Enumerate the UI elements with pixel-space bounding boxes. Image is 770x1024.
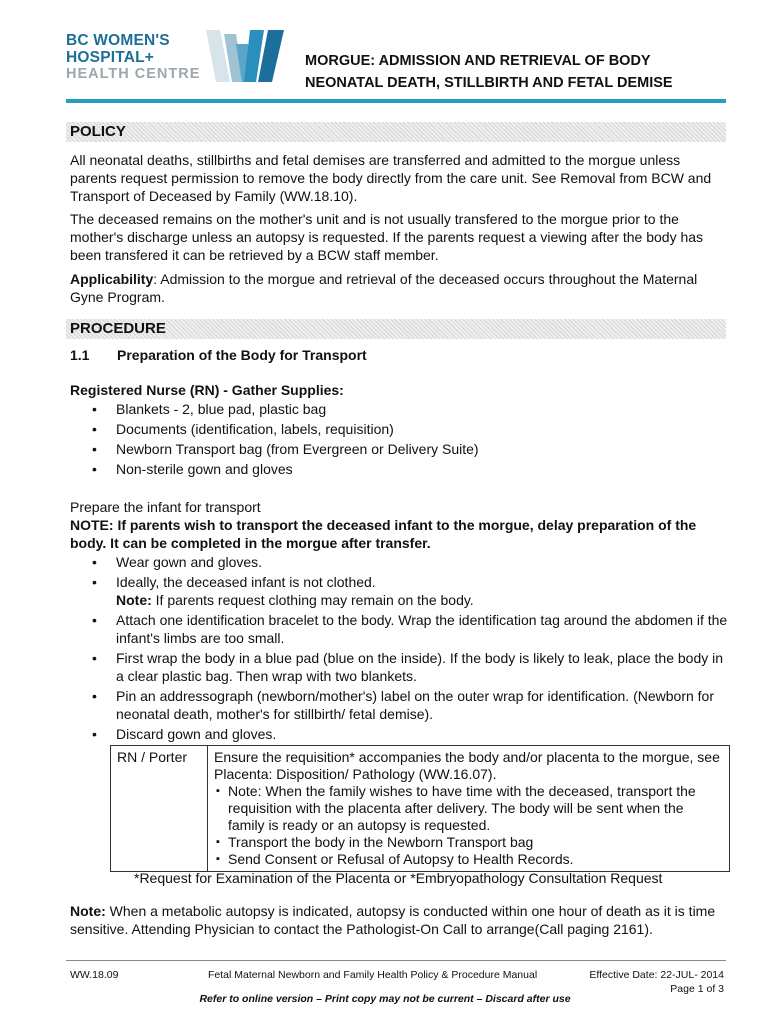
list-item: • Attach one identification bracelet to the body. Wrap the identification tag around the abdomen if the infant's limbs are too small. xyxy=(92,611,732,647)
applicability-text: : Admission to the morgue and retrieval of the deceased occurs throughout the Maternal Gyne Program. xyxy=(70,271,698,305)
policy-paragraph-2: The deceased remains on the mother's unit and is not usually transfered to the morgue prior to the mother's discharge unless an autopsy is requested. If the parents request a viewing after the body has been transfered it can be retrieved by a BCW staff member. xyxy=(70,211,704,263)
list-item: • Documents (identification, labels, requisition) xyxy=(92,420,732,438)
step-number: 1.1 xyxy=(70,347,90,363)
title-divider xyxy=(66,99,726,103)
clothing-note-label: Note: xyxy=(116,592,152,608)
list-item: • Newborn Transport bag (from Evergreen or Delivery Suite) xyxy=(92,440,732,458)
w-logo-icon xyxy=(206,30,288,82)
list-item: ▪ Transport the body in the Newborn Transport bag xyxy=(214,834,723,851)
responsibility-table xyxy=(110,745,730,872)
clothing-step: • Ideally, the deceased infant is not clothed. xyxy=(116,574,376,590)
list-item: • Pin an addressograph (newborn/mother's) label on the outer wrap for identification. (Newborn for neonatal death, mother's for stillbirth/ fetal demise). xyxy=(92,687,732,723)
metabolic-autopsy-note xyxy=(70,902,730,938)
prepare-text: Prepare the infant for transport xyxy=(70,499,261,515)
footer-divider xyxy=(66,960,726,961)
supplies-list xyxy=(92,400,732,480)
step-heading xyxy=(70,346,730,364)
role-cell: RN / Porter xyxy=(111,746,208,872)
list-item: ▪ Send Consent or Refusal of Autopsy to Health Records. xyxy=(214,851,723,868)
applicability-label: Applicability xyxy=(70,271,154,287)
hospital-logo xyxy=(66,30,286,90)
logo-line-2: HOSPITAL+ xyxy=(66,49,155,66)
transport-note: NOTE: If parents wish to transport the deceased infant to the morgue, delay preparation of the body. It can be completed in the morgue after transfer. xyxy=(70,517,697,551)
title-line-1: MORGUE: ADMISSION AND RETRIEVAL OF BODY xyxy=(305,53,651,69)
requisition-instruction: Ensure the requisition* accompanies the body and/or placenta to the morgue, see Placenta: Disposition/ Pathology (WW.16.07). xyxy=(214,749,720,782)
clothing-note-text: If parents request clothing may remain on the body. xyxy=(151,592,474,608)
instruction-list xyxy=(214,783,723,868)
list-item xyxy=(92,573,732,609)
list-item: • First wrap the body in a blue pad (blue on the inside). If the body is likely to leak, place the body in a clear plastic bag. Then wrap with two blankets. xyxy=(92,649,732,685)
list-item: ▪ Note: When the family wishes to have time with the deceased, transport the requisition with the placenta after delivery. The body will be sent when the family is ready or an autopsy is requested. xyxy=(214,783,723,834)
preparation-steps-list xyxy=(92,553,732,745)
step-title: Preparation of the Body for Transport xyxy=(117,347,367,363)
list-item: • Discard gown and gloves. xyxy=(92,725,732,743)
footer-dates xyxy=(589,968,724,996)
title-line-2: NEONATAL DEATH, STILLBIRTH AND FETAL DEMISE xyxy=(305,75,673,91)
footer-manual-name: Fetal Maternal Newborn and Family Health Policy & Procedure Manual xyxy=(208,969,538,981)
applicability-paragraph xyxy=(70,270,730,306)
footer-doc-id: WW.18.09 xyxy=(70,969,119,981)
policy-paragraph-1: All neonatal deaths, stillbirths and fetal demises are transferred and admitted to the morgue unless parents request permission to remove the body directly from the care unit. See Removal from BCW and Transport of Deceased by Family (WW.18.10). xyxy=(70,152,712,204)
page-number: Page 1 of 3 xyxy=(670,983,724,995)
logo-wordmark xyxy=(66,32,200,83)
list-item: • Non-sterile gown and gloves xyxy=(92,460,732,478)
request-note: *Request for Examination of the Placenta or *Embryopathology Consultation Request xyxy=(134,870,663,886)
document-title xyxy=(305,50,745,94)
table-row xyxy=(111,746,730,872)
list-item: • Blankets - 2, blue pad, plastic bag xyxy=(92,400,732,418)
supplies-heading: Registered Nurse (RN) - Gather Supplies: xyxy=(70,382,344,398)
logo-line-1: BC WOMEN'S xyxy=(66,32,170,49)
procedure-heading: PROCEDURE xyxy=(66,319,726,339)
print-disclaimer: Refer to online version – Print copy may not be current – Discard after use xyxy=(199,993,571,1005)
policy-heading: POLICY xyxy=(66,122,726,142)
final-note-label: Note: xyxy=(70,903,106,919)
logo-line-3: HEALTH CENTRE xyxy=(66,66,201,82)
list-item: • Wear gown and gloves. xyxy=(92,553,732,571)
instructions-cell xyxy=(208,746,730,872)
final-note-text: When a metabolic autopsy is indicated, autopsy is conducted within one hour of death as it is time sensitive. Attending Physician to contact the Pathologist-On Call to arrange(Call paging 2161). xyxy=(70,903,716,937)
effective-date: Effective Date: 22-JUL- 2014 xyxy=(589,969,724,981)
clothing-note xyxy=(116,591,732,609)
